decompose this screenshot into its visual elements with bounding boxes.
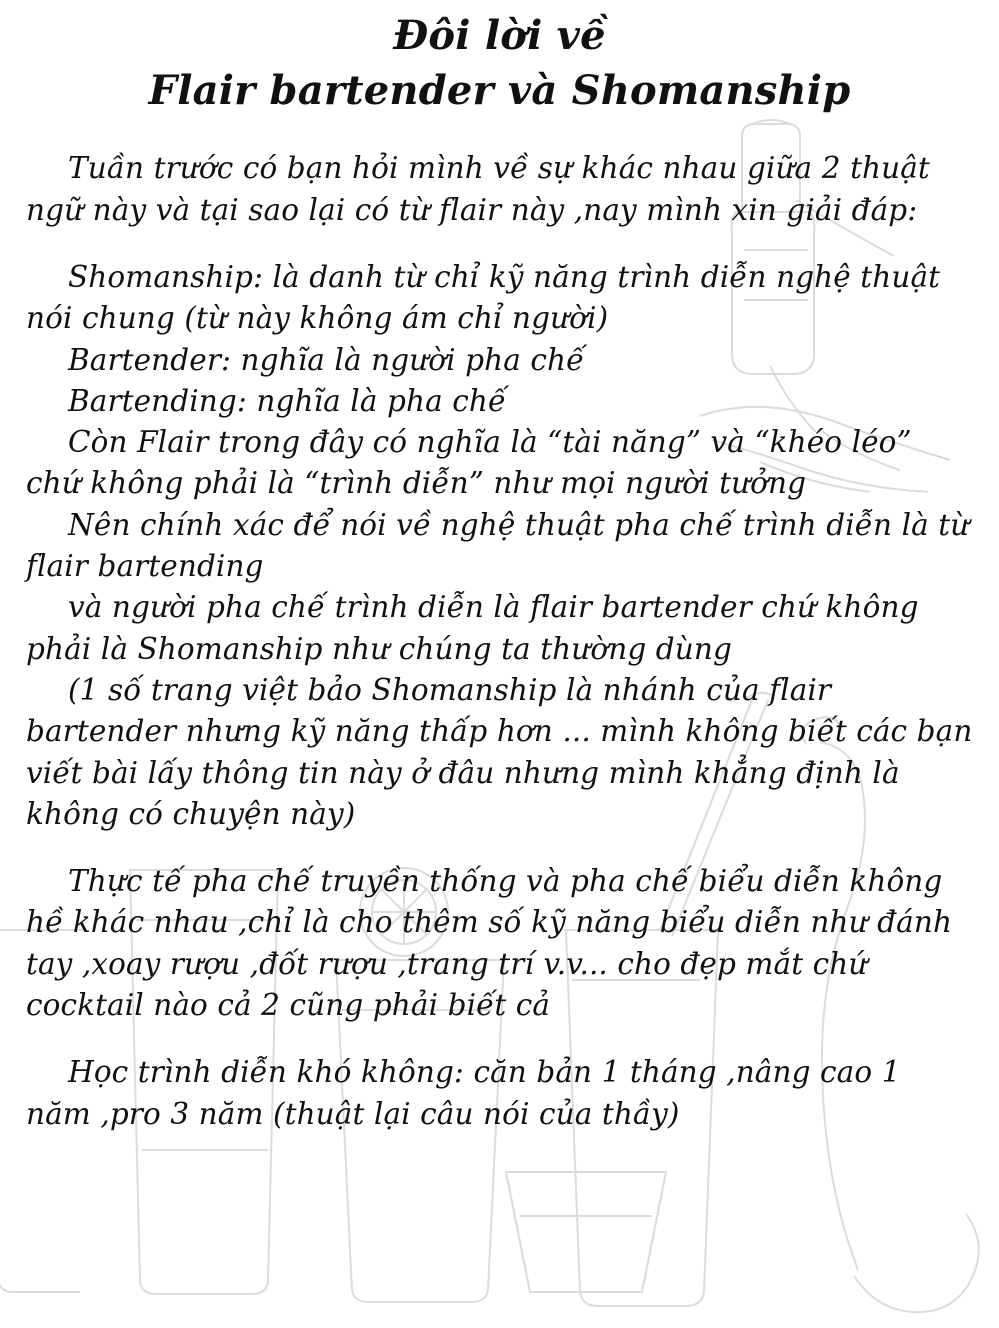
spacer <box>26 1026 973 1052</box>
page-title <box>26 12 973 114</box>
body-text <box>26 148 973 1135</box>
title-line-1: Đôi lời về <box>393 12 606 59</box>
paragraph-def-shomanship: Shomanship: là danh từ chỉ kỹ năng trình diễn nghệ thuật nói chung (từ này không ám chỉ người) <box>26 259 941 336</box>
paragraph-def-bartender: Bartender: nghĩa là người pha chế <box>68 342 585 377</box>
title-line-2: Flair bartender và Shomanship <box>148 67 851 115</box>
paragraph-conclusion-2: và người pha chế trình diễn là flair bartender chứ không phải là Shomanship như chúng ta thường dùng <box>26 590 919 666</box>
jigger-icon <box>506 1172 666 1292</box>
spacer <box>26 231 973 257</box>
paragraph-def-bartending: Bartending: nghĩa là pha chế <box>68 383 507 418</box>
paragraph-learning: Học trình diễn khó không: căn bản 1 tháng ,nâng cao 1 năm ,pro 3 năm (thuật lại câu nói của thầy) <box>26 1055 901 1131</box>
paragraph-def-flair: Còn Flair trong đây có nghĩa là “tài năng” và “khéo léo” chứ không phải là “trình diễn” như mọi người tưởng <box>26 425 912 501</box>
paragraph-conclusion-1: Nên chính xác để nói về nghệ thuật pha chế trình diễn là từ flair bartending <box>26 507 970 584</box>
paragraph-reality: Thực tế pha chế truyền thống và pha chế biểu diễn không hề khác nhau ,chỉ là cho thêm số kỹ năng biểu diễn như đánh tay ,xoay rượu ,đốt rượu ,trang trí v.v... cho đẹp mắt chứ cocktail nào cả 2 cũng phải biết cả <box>26 864 953 1023</box>
paragraph-note: (1 số trang việt bảo Shomanship là nhánh của flair bartender nhưng kỹ năng thấp hơn ... mình không biết các bạn viết bài lấy thông tin này ở đâu nhưng mình khẳng định là không có chuyện này) <box>26 672 973 831</box>
spacer <box>26 835 973 861</box>
paragraph-intro: Tuần trước có bạn hỏi mình về sự khác nhau giữa 2 thuật ngữ này và tại sao lại có từ flair này ,nay mình xin giải đáp: <box>26 151 930 227</box>
